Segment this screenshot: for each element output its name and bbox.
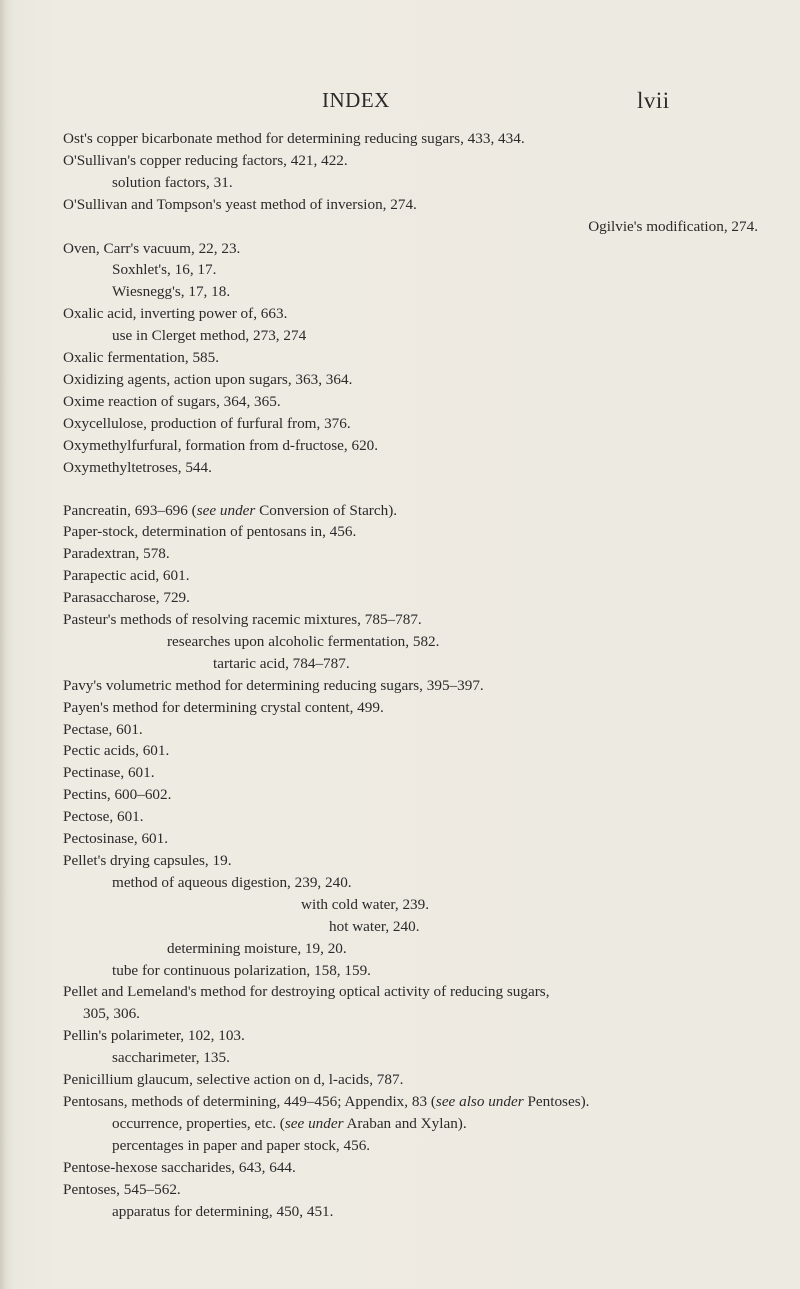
index-entry: Pectosinase, 601.: [63, 830, 169, 848]
index-entry: Pectinase, 601.: [63, 764, 155, 782]
index-entry: Oxime reaction of sugars, 364, 365.: [63, 392, 281, 410]
index-subentry: Soxhlet's, 16, 17.: [112, 261, 217, 279]
section-gap: [63, 479, 768, 500]
index-subentry: saccharimeter, 135.: [112, 1049, 230, 1067]
index-entry: Paper-stock, determination of pentosans in, 456.: [63, 523, 357, 541]
index-entry-continuation: 305, 306.: [83, 1005, 140, 1023]
index-entry: Pellet and Lemeland's method for destroying optical activity of reducing sugars,: [63, 983, 550, 1001]
index-entry: Pectase, 601.: [63, 720, 143, 738]
page-number: lvii: [637, 88, 670, 113]
index-entry: [63, 500, 768, 522]
index-subentry: tube for continuous polarization, 158, 159.: [112, 961, 371, 979]
index-entry: Ost's copper bicarbonate method for determining reducing sugars, 433, 434.: [63, 130, 525, 147]
index-entry: Pellin's polarimeter, 102, 103.: [63, 1027, 245, 1045]
index-entry: Oven, Carr's vacuum, 22, 23.: [63, 239, 241, 257]
index-entry: Oxalic acid, inverting power of, 663.: [63, 305, 288, 323]
index-entries: [63, 128, 768, 1222]
index-subentry: Wiesnegg's, 17, 18.: [112, 283, 231, 301]
index-entry: Pellet's drying capsules, 19.: [63, 852, 232, 869]
index-subentry: apparatus for determining, 450, 451.: [112, 1202, 334, 1220]
index-entry: Pavy's volumetric method for determining reducing sugars, 395–397.: [63, 676, 484, 694]
entry-text: Pentoses).: [523, 1092, 590, 1110]
entry-text: occurrence, properties, etc. (: [112, 1114, 285, 1132]
entry-text: Pentosans, methods of determining, 449–456; Appendix, 83 (: [63, 1092, 436, 1110]
index-entry: Oxidizing agents, action upon sugars, 363, 364.: [63, 370, 353, 388]
index-subentry: researches upon alcoholic fermentation, 582.: [167, 632, 440, 650]
page-binding-edge: [0, 0, 6, 1289]
index-entry: [63, 1091, 768, 1113]
index-entry: Pectic acids, 601.: [63, 742, 170, 760]
index-subentry: tartaric acid, 784–787.: [213, 654, 350, 672]
cross-reference: see also under: [435, 1092, 524, 1110]
index-entry: Oxycellulose, production of furfural from, 376.: [63, 414, 351, 432]
entry-text: Conversion of Starch).: [255, 501, 398, 519]
index-subentry: Ogilvie's modification, 274.: [588, 217, 758, 235]
index-entry: Pentoses, 545–562.: [63, 1180, 181, 1198]
entry-text: Pancreatin, 693–696 (: [63, 501, 197, 519]
index-subentry: with cold water, 239.: [301, 895, 430, 913]
index-subentry: percentages in paper and paper stock, 456.: [112, 1136, 371, 1154]
entry-text: Araban and Xylan).: [343, 1114, 467, 1132]
index-entry: Oxalic fermentation, 585.: [63, 349, 220, 367]
cross-reference: see under: [196, 501, 256, 519]
index-entry: Payen's method for determining crystal content, 499.: [63, 698, 384, 716]
index-subentry: determining moisture, 19, 20.: [167, 939, 347, 957]
index-entry: O'Sullivan's copper reducing factors, 421, 422.: [63, 151, 348, 169]
index-entry: Oxymethyltetroses, 544.: [63, 458, 212, 476]
cross-reference: see under: [284, 1114, 344, 1132]
index-entry: Parasaccharose, 729.: [63, 589, 190, 607]
index-entry: Pectins, 600–602.: [63, 786, 172, 804]
running-title: INDEX: [322, 88, 390, 112]
index-subentry: hot water, 240.: [329, 917, 420, 935]
index-entry: Pectose, 601.: [63, 808, 144, 826]
index-subentry: [63, 1113, 768, 1135]
index-subentry: solution factors, 31.: [112, 173, 233, 191]
index-subentry: use in Clerget method, 273, 274: [112, 327, 307, 345]
index-entry: Pasteur's methods of resolving racemic mixtures, 785–787.: [63, 611, 422, 629]
index-entry: Paradextran, 578.: [63, 545, 170, 563]
index-entry: Parapectic acid, 601.: [63, 567, 190, 585]
index-entry: Pentose-hexose saccharides, 643, 644.: [63, 1158, 296, 1176]
index-entry: O'Sullivan and Tompson's yeast method of inversion, 274.: [63, 195, 417, 213]
index-subentry: method of aqueous digestion, 239, 240.: [112, 873, 352, 891]
index-entry: Penicillium glaucum, selective action on d, l-acids, 787.: [63, 1071, 404, 1089]
index-entry: Oxymethylfurfural, formation from d-fructose, 620.: [63, 436, 379, 454]
